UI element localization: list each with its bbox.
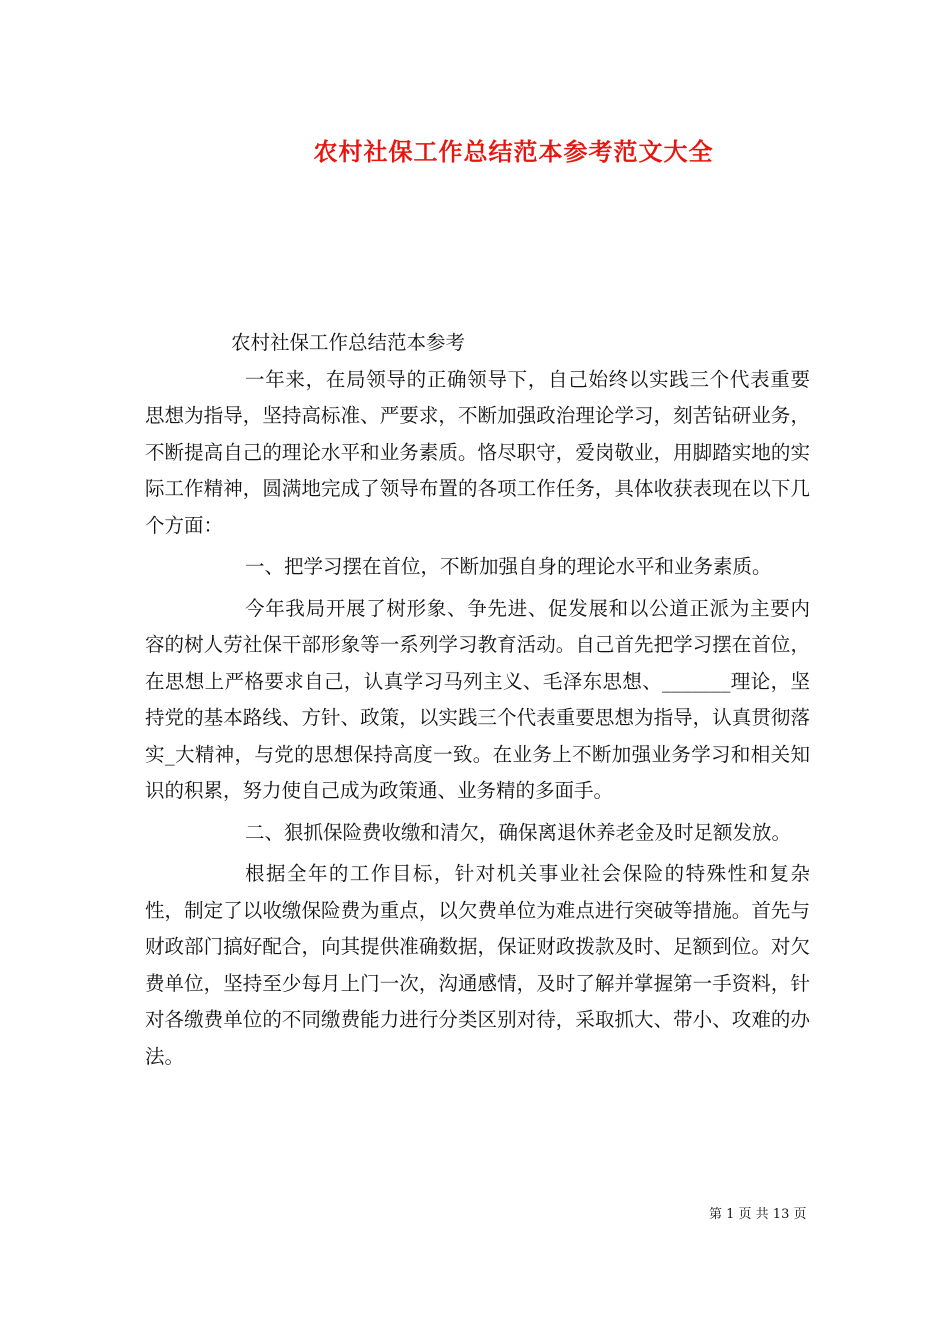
page-title: 农村社保工作总结范本参考范文大全 bbox=[313, 137, 714, 166]
paragraph-section-2: 根据全年的工作目标，针对机关事业社会保险的特殊性和复杂性，制定了以收缴保险费为重点，以欠费单位为难点进行突破等措施。首先与财政部门搞好配合，向其提供准确数据，保证财政拨款及时、足额到位。对欠费单位，坚持至少每月上门一次，沟通感情，及时了解并掌握第一手资料，针对各缴费单位的不同缴费能力进行分类区别对待，采取抓大、带小、攻难的办法。 bbox=[145, 862, 810, 1068]
paragraph-intro: 一年来，在局领导的正确领导下，自己始终以实践三个代表重要思想为指导，坚持高标准、严要求，不断加强政治理论学习，刻苦钻研业务，不断提高自己的理论水平和业务素质。恪尽职守，爱岗敬业，用脚踏实地的实际工作精神，圆满地完成了领导布置的各项工作任务，具体收获表现在以下几个方面： bbox=[145, 367, 810, 537]
paragraph-section-1: 今年我局开展了树形象、争先进、促发展和以公道正派为主要内容的树人劳社保干部形象等一系列学习教育活动。自己首先把学习摆在首位，在思想上严格要求自己，认真学习马列主义、毛泽东思想、_______理论，坚持党的基本路线、方针、政策，以实践三个代表重要思想为指导，认真贯彻落实_大精神，与党的思想保持高度一致。在业务上不断加强业务学习和相关知识的积累，努力使自己成为政策通、业务精的多面手。 bbox=[145, 596, 810, 802]
section-heading-1: 一、把学习摆在首位，不断加强自身的理论水平和业务素质。 bbox=[245, 555, 772, 578]
document-body bbox=[145, 325, 810, 1075]
document-subtitle: 农村社保工作总结范本参考 bbox=[231, 331, 466, 354]
section-heading-2: 二、狠抓保险费收缴和清欠，确保离退休养老金及时足额发放。 bbox=[245, 820, 792, 844]
page-number: 第 1 页 共 13 页 bbox=[709, 1207, 807, 1222]
